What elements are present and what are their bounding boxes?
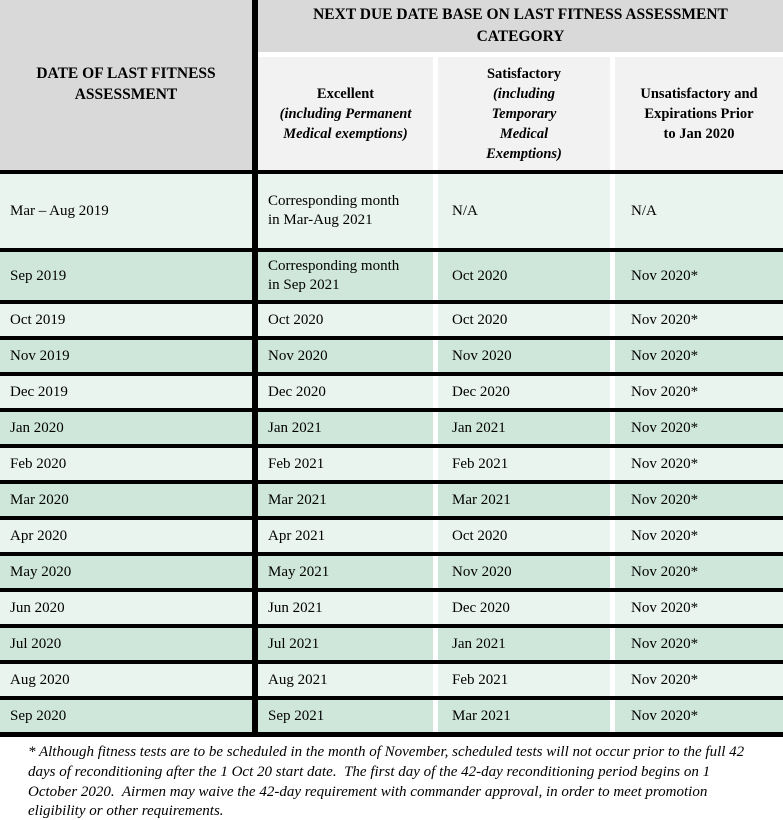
- cell-last-assessment-date: Dec 2019: [0, 376, 252, 408]
- cell-last-assessment-date: Sep 2019: [0, 252, 252, 300]
- cell-satisfactory: Oct 2020: [438, 304, 610, 336]
- cell-last-assessment-date: Nov 2019: [0, 340, 252, 372]
- table-row: [0, 520, 783, 552]
- table-row: [0, 412, 783, 444]
- cell-unsatisfactory: Nov 2020*: [615, 340, 783, 372]
- cell-last-assessment-date: Sep 2020: [0, 700, 252, 732]
- table-row: [0, 174, 783, 248]
- cell-unsatisfactory: Nov 2020*: [615, 556, 783, 588]
- cell-excellent: Jun 2021: [258, 592, 433, 624]
- cell-excellent: Aug 2021: [258, 664, 433, 696]
- cell-satisfactory: Nov 2020: [438, 340, 610, 372]
- cell-last-assessment-date: Oct 2019: [0, 304, 252, 336]
- cell-unsatisfactory: Nov 2020*: [615, 628, 783, 660]
- cell-excellent: May 2021: [258, 556, 433, 588]
- cell-unsatisfactory: Nov 2020*: [615, 592, 783, 624]
- cell-excellent: Apr 2021: [258, 520, 433, 552]
- cell-excellent: Mar 2021: [258, 484, 433, 516]
- table-row: [0, 592, 783, 624]
- cell-unsatisfactory: Nov 2020*: [615, 664, 783, 696]
- table-row: [0, 304, 783, 336]
- cell-satisfactory: Dec 2020: [438, 376, 610, 408]
- table-row: [0, 484, 783, 516]
- cell-excellent: Oct 2020: [258, 304, 433, 336]
- cell-last-assessment-date: Jun 2020: [0, 592, 252, 624]
- header-right-section: [258, 0, 783, 170]
- table-row: [0, 700, 783, 732]
- cell-satisfactory: Nov 2020: [438, 556, 610, 588]
- table-row: [0, 448, 783, 480]
- header-date-of-last-assessment: DATE OF LAST FITNESS ASSESSMENT: [0, 0, 252, 170]
- cell-excellent: Jan 2021: [258, 412, 433, 444]
- cell-last-assessment-date: Mar 2020: [0, 484, 252, 516]
- cell-excellent: Corresponding month in Mar-Aug 2021: [258, 174, 433, 248]
- cell-unsatisfactory: Nov 2020*: [615, 484, 783, 516]
- column-title: Unsatisfactory and Expirations Prior to Jan 2020: [640, 85, 758, 142]
- subheader-row: [258, 57, 783, 170]
- cell-excellent: Corresponding month in Sep 2021: [258, 252, 433, 300]
- cell-last-assessment-date: May 2020: [0, 556, 252, 588]
- cell-unsatisfactory: Nov 2020*: [615, 520, 783, 552]
- column-header-unsatisfactory: [615, 57, 783, 170]
- cell-unsatisfactory: Nov 2020*: [615, 252, 783, 300]
- table-row: [0, 252, 783, 300]
- cell-satisfactory: N/A: [438, 174, 610, 248]
- column-subtitle: (including Permanent Medical exemptions): [279, 105, 412, 142]
- footnote: * Although fitness tests are to be scheduled in the month of November, scheduled tests will not occur prior to the full 42 days of reconditioning after the 1 Oct 20 start date. The first day of the 42-day reconditioning period begins on 1 October 2020. Airmen may waive the 42-day requirement with commander approval, in order to meet promotion eligibility or other requirements.: [28, 744, 748, 820]
- cell-excellent: Feb 2021: [258, 448, 433, 480]
- cell-last-assessment-date: Apr 2020: [0, 520, 252, 552]
- column-header-satisfactory: [438, 57, 610, 170]
- cell-unsatisfactory: Nov 2020*: [615, 376, 783, 408]
- column-subtitle: (including Temporary Medical Exemptions): [486, 85, 562, 162]
- cell-unsatisfactory: Nov 2020*: [615, 412, 783, 444]
- cell-excellent: Jul 2021: [258, 628, 433, 660]
- table-header: [0, 0, 783, 170]
- cell-satisfactory: Feb 2021: [438, 664, 610, 696]
- column-title: Excellent: [316, 85, 375, 102]
- cell-excellent: Sep 2021: [258, 700, 433, 732]
- cell-last-assessment-date: Mar – Aug 2019: [0, 174, 252, 248]
- cell-satisfactory: Mar 2021: [438, 484, 610, 516]
- table-row: [0, 628, 783, 660]
- table-row: [0, 340, 783, 372]
- cell-unsatisfactory: Nov 2020*: [615, 700, 783, 732]
- cell-unsatisfactory: N/A: [615, 174, 783, 248]
- header-banner: NEXT DUE DATE BASE ON LAST FITNESS ASSESSMENT CATEGORY: [258, 0, 783, 52]
- cell-last-assessment-date: Jan 2020: [0, 412, 252, 444]
- cell-satisfactory: Oct 2020: [438, 252, 610, 300]
- cell-satisfactory: Feb 2021: [438, 448, 610, 480]
- cell-satisfactory: Jan 2021: [438, 628, 610, 660]
- cell-satisfactory: Jan 2021: [438, 412, 610, 444]
- cell-last-assessment-date: Aug 2020: [0, 664, 252, 696]
- cell-excellent: Nov 2020: [258, 340, 433, 372]
- cell-last-assessment-date: Jul 2020: [0, 628, 252, 660]
- cell-satisfactory: Oct 2020: [438, 520, 610, 552]
- column-title: Satisfactory: [486, 65, 562, 82]
- column-header-excellent: [258, 57, 433, 170]
- table-row: [0, 556, 783, 588]
- table-row: [0, 376, 783, 408]
- cell-excellent: Dec 2020: [258, 376, 433, 408]
- cell-last-assessment-date: Feb 2020: [0, 448, 252, 480]
- table-row: [0, 664, 783, 696]
- cell-unsatisfactory: Nov 2020*: [615, 304, 783, 336]
- cell-satisfactory: Dec 2020: [438, 592, 610, 624]
- cell-unsatisfactory: Nov 2020*: [615, 448, 783, 480]
- cell-satisfactory: Mar 2021: [438, 700, 610, 732]
